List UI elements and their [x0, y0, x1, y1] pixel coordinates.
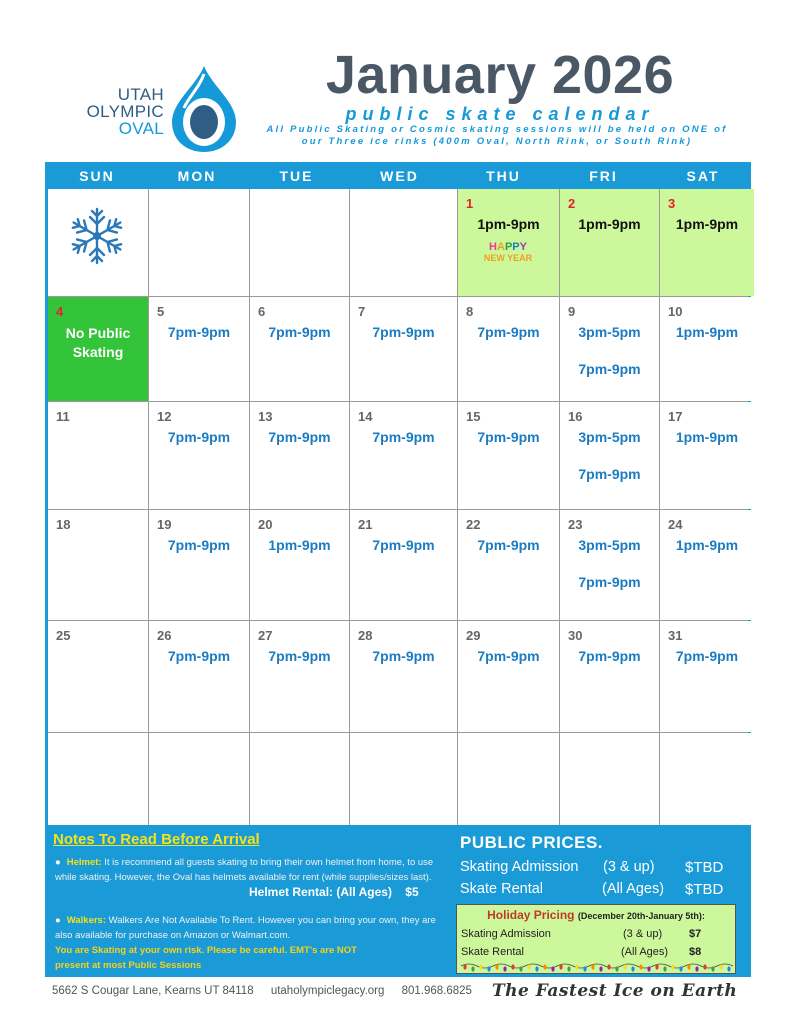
calendar-day-1 [458, 189, 559, 296]
day-number: 17 [668, 409, 683, 424]
calendar-empty-cell [560, 733, 659, 825]
price-label: Skate Rental [460, 881, 544, 897]
calendar-day-30 [560, 621, 659, 732]
notes-title: Notes To Read Before Arrival [53, 831, 260, 848]
calendar-day-21 [350, 510, 457, 620]
day-number: 29 [466, 628, 481, 643]
day-number: 30 [568, 628, 583, 643]
day-number: 7 [358, 304, 366, 319]
calendar-day-10 [660, 297, 754, 401]
session-time: 7pm-9pm [372, 648, 435, 664]
calendar-day-27 [250, 621, 349, 732]
snowflake-icon [66, 205, 128, 272]
calendar-day-8 [458, 297, 559, 401]
day-number: 3 [668, 196, 676, 211]
calendar-empty-cell [48, 189, 148, 296]
helmet-label: Helmet: [66, 857, 102, 868]
session-time: 7pm-9pm [167, 429, 231, 445]
session-time: 3pm-5pm [578, 429, 641, 445]
session-time: 7pm-9pm [372, 429, 435, 445]
session-time: 7pm-9pm [167, 648, 231, 664]
day-number: 13 [258, 409, 273, 424]
session-time: 7pm-9pm [578, 361, 641, 377]
day-number: 1 [466, 196, 474, 211]
day-of-week-tue: TUE [279, 168, 314, 184]
price-value: $TBD [685, 859, 724, 876]
calendar-day-18 [48, 510, 148, 620]
day-number: 23 [568, 517, 583, 532]
session-time: 3pm-5pm [578, 324, 641, 340]
session-time: 1pm-9pm [675, 216, 739, 232]
session-time: 7pm-9pm [268, 648, 331, 664]
holiday-title: Holiday Pricing [487, 908, 575, 922]
prices-title: PUBLIC PRICES. [460, 833, 604, 852]
day-number: 16 [568, 409, 583, 424]
utah-olympic-oval-logo [52, 64, 252, 154]
session-time: 1pm-9pm [268, 537, 331, 553]
holiday-label: Skate Rental [461, 946, 524, 958]
calendar-day-25 [48, 621, 148, 732]
calendar-empty-cell [350, 733, 457, 825]
day-number: 5 [157, 304, 165, 319]
calendar-day-7 [350, 297, 457, 401]
session-time: 7pm-9pm [372, 537, 435, 553]
footer [52, 985, 486, 997]
holiday-pricing-title [457, 908, 735, 922]
calendar-day-5 [149, 297, 249, 401]
session-time: 7pm-9pm [477, 429, 540, 445]
happy-text: HAPPY [489, 241, 527, 253]
price-ages: (3 & up) [603, 859, 655, 875]
calendar-empty-cell [149, 733, 249, 825]
calendar-day-15 [458, 402, 559, 509]
calendar-day-31 [660, 621, 754, 732]
day-number: 2 [568, 196, 576, 211]
footer-website[interactable]: utaholympiclegacy.org [270, 985, 385, 997]
calendar-day-19 [149, 510, 249, 620]
day-number: 25 [56, 628, 71, 643]
holiday-pricing-box [456, 904, 736, 974]
calendar-day-23 [560, 510, 659, 620]
happy-new-year-icon [468, 242, 548, 264]
price-value: $TBD [685, 881, 724, 898]
calendar-day-11 [48, 402, 148, 509]
calendar-empty-cell [660, 733, 754, 825]
day-number: 10 [668, 304, 683, 319]
day-number: 21 [358, 517, 373, 532]
calendar-day-13 [250, 402, 349, 509]
calendar-day-29 [458, 621, 559, 732]
day-number: 19 [157, 517, 172, 532]
day-number: 4 [56, 304, 64, 319]
day-number: 31 [668, 628, 683, 643]
footer-tagline: The Fastest Ice on Earth [492, 981, 738, 1001]
session-time: 7pm-9pm [268, 324, 331, 340]
logo-line-1: UTAH [117, 85, 164, 104]
session-time: 3pm-5pm [578, 537, 641, 553]
day-number: 28 [358, 628, 373, 643]
price-ages: (All Ages) [602, 881, 665, 897]
bullet: ● [55, 915, 61, 926]
session-time: 1pm-9pm [675, 324, 739, 340]
holiday-label: Skating Admission [461, 928, 551, 940]
calendar-day-16 [560, 402, 659, 509]
day-number: 6 [258, 304, 266, 319]
session-time: 7pm-9pm [268, 429, 331, 445]
holiday-dates: (December 20th-January 5th): [577, 911, 705, 921]
calendar-day-4 [48, 297, 148, 401]
session-time: 7pm-9pm [578, 574, 641, 590]
day-number: 22 [466, 517, 481, 532]
calendar-day-26 [149, 621, 249, 732]
info-panel [45, 827, 751, 977]
day-of-week-sun: SUN [79, 168, 115, 184]
session-time: 7pm-9pm [675, 648, 739, 664]
new-year-text: NEW YEAR [483, 253, 533, 263]
day-number: 27 [258, 628, 273, 643]
calendar-day-20 [250, 510, 349, 620]
day-number: 12 [157, 409, 172, 424]
walkers-text: Walkers Are Not Available To Rent. However you can bring your own, they are also available for purchase on Amazon or Walmart.com. [55, 915, 436, 941]
day-number: 18 [56, 517, 71, 532]
day-of-week-header [45, 162, 751, 188]
helmet-rental-label: Helmet Rental: [249, 885, 334, 899]
day-number: 26 [157, 628, 172, 643]
holiday-price: $8 [689, 946, 702, 958]
day-number: 9 [568, 304, 576, 319]
calendar-empty-cell [48, 733, 148, 825]
day-of-week-fri: FRI [589, 168, 618, 184]
session-time: 1pm-9pm [578, 216, 641, 232]
session-time: 7pm-9pm [477, 324, 540, 340]
page-subtitle: public skate calendar [345, 104, 655, 124]
walkers-label: Walkers: [66, 915, 106, 926]
christmas-lights-icon [461, 962, 733, 972]
walkers-note [55, 913, 450, 943]
session-time: 1pm-9pm [675, 537, 739, 553]
session-time: 7pm-9pm [167, 537, 231, 553]
bullet: ● [55, 857, 61, 868]
calendar [45, 162, 751, 827]
logo-wordmark [52, 86, 164, 137]
calendar-day-24 [660, 510, 754, 620]
helmet-rental-price: $5 [405, 885, 419, 899]
holiday-price: $7 [689, 928, 702, 940]
calendar-day-17 [660, 402, 754, 509]
helmet-text: It is recommend all guests skating to bring their own helmet from home, to use while skating. However, the Oval has helmets available for rent (while supplies/sizes last). [55, 857, 434, 883]
day-number: 14 [358, 409, 373, 424]
logo-line-2: OLYMPIC [86, 102, 164, 121]
holiday-ages: (3 & up) [623, 928, 663, 940]
calendar-day-3 [660, 189, 754, 296]
session-time: 7pm-9pm [578, 648, 641, 664]
session-time: 7pm-9pm [477, 648, 540, 664]
day-number: 24 [668, 517, 683, 532]
session-time: 1pm-9pm [477, 216, 540, 232]
helmet-rental-line [249, 885, 419, 899]
calendar-empty-cell [350, 189, 457, 296]
helmet-note [55, 855, 440, 885]
session-time: 7pm-9pm [372, 324, 435, 340]
helmet-rental-ages: (All Ages) [336, 885, 392, 899]
day-number: 15 [466, 409, 481, 424]
day-number: 20 [258, 517, 273, 532]
calendar-day-14 [350, 402, 457, 509]
calendar-day-2 [560, 189, 659, 296]
logo-line-3: OVAL [118, 119, 164, 138]
price-label: Skating Admission [460, 859, 579, 875]
water-drop-icon [166, 64, 242, 154]
footer-address: 5662 S Cougar Lane, Kearns UT 84118 [52, 985, 254, 997]
session-time: 7pm-9pm [477, 537, 540, 553]
day-of-week-mon: MON [177, 168, 217, 184]
day-of-week-thu: THU [486, 168, 521, 184]
session-time: 7pm-9pm [167, 324, 231, 340]
session-time: 7pm-9pm [578, 466, 641, 482]
session-time: 1pm-9pm [675, 429, 739, 445]
holiday-ages: (All Ages) [621, 946, 669, 958]
rink-notice: All Public Skating or Cosmic skating sessions will be held on ONE of our Three ice rinks (400m Oval, North Rink, or South Rink) [266, 124, 728, 147]
page-title: January 2026 [325, 45, 675, 105]
calendar-day-28 [350, 621, 457, 732]
no-public-skating-note: No Public Skating [65, 325, 131, 360]
calendar-empty-cell [250, 733, 349, 825]
calendar-grid [48, 189, 748, 825]
footer-phone: 801.968.6825 [401, 985, 472, 997]
calendar-empty-cell [149, 189, 249, 296]
day-number: 8 [466, 304, 474, 319]
calendar-day-6 [250, 297, 349, 401]
day-of-week-wed: WED [380, 168, 419, 184]
day-number: 11 [56, 409, 70, 424]
calendar-empty-cell [250, 189, 349, 296]
calendar-day-12 [149, 402, 249, 509]
safety-warning: You are Skating at your own risk. Please be careful. EMT's are NOT present at most Public Sessions [55, 945, 357, 971]
day-of-week-sat: SAT [686, 168, 720, 184]
calendar-empty-cell [458, 733, 559, 825]
calendar-day-22 [458, 510, 559, 620]
calendar-day-9 [560, 297, 659, 401]
